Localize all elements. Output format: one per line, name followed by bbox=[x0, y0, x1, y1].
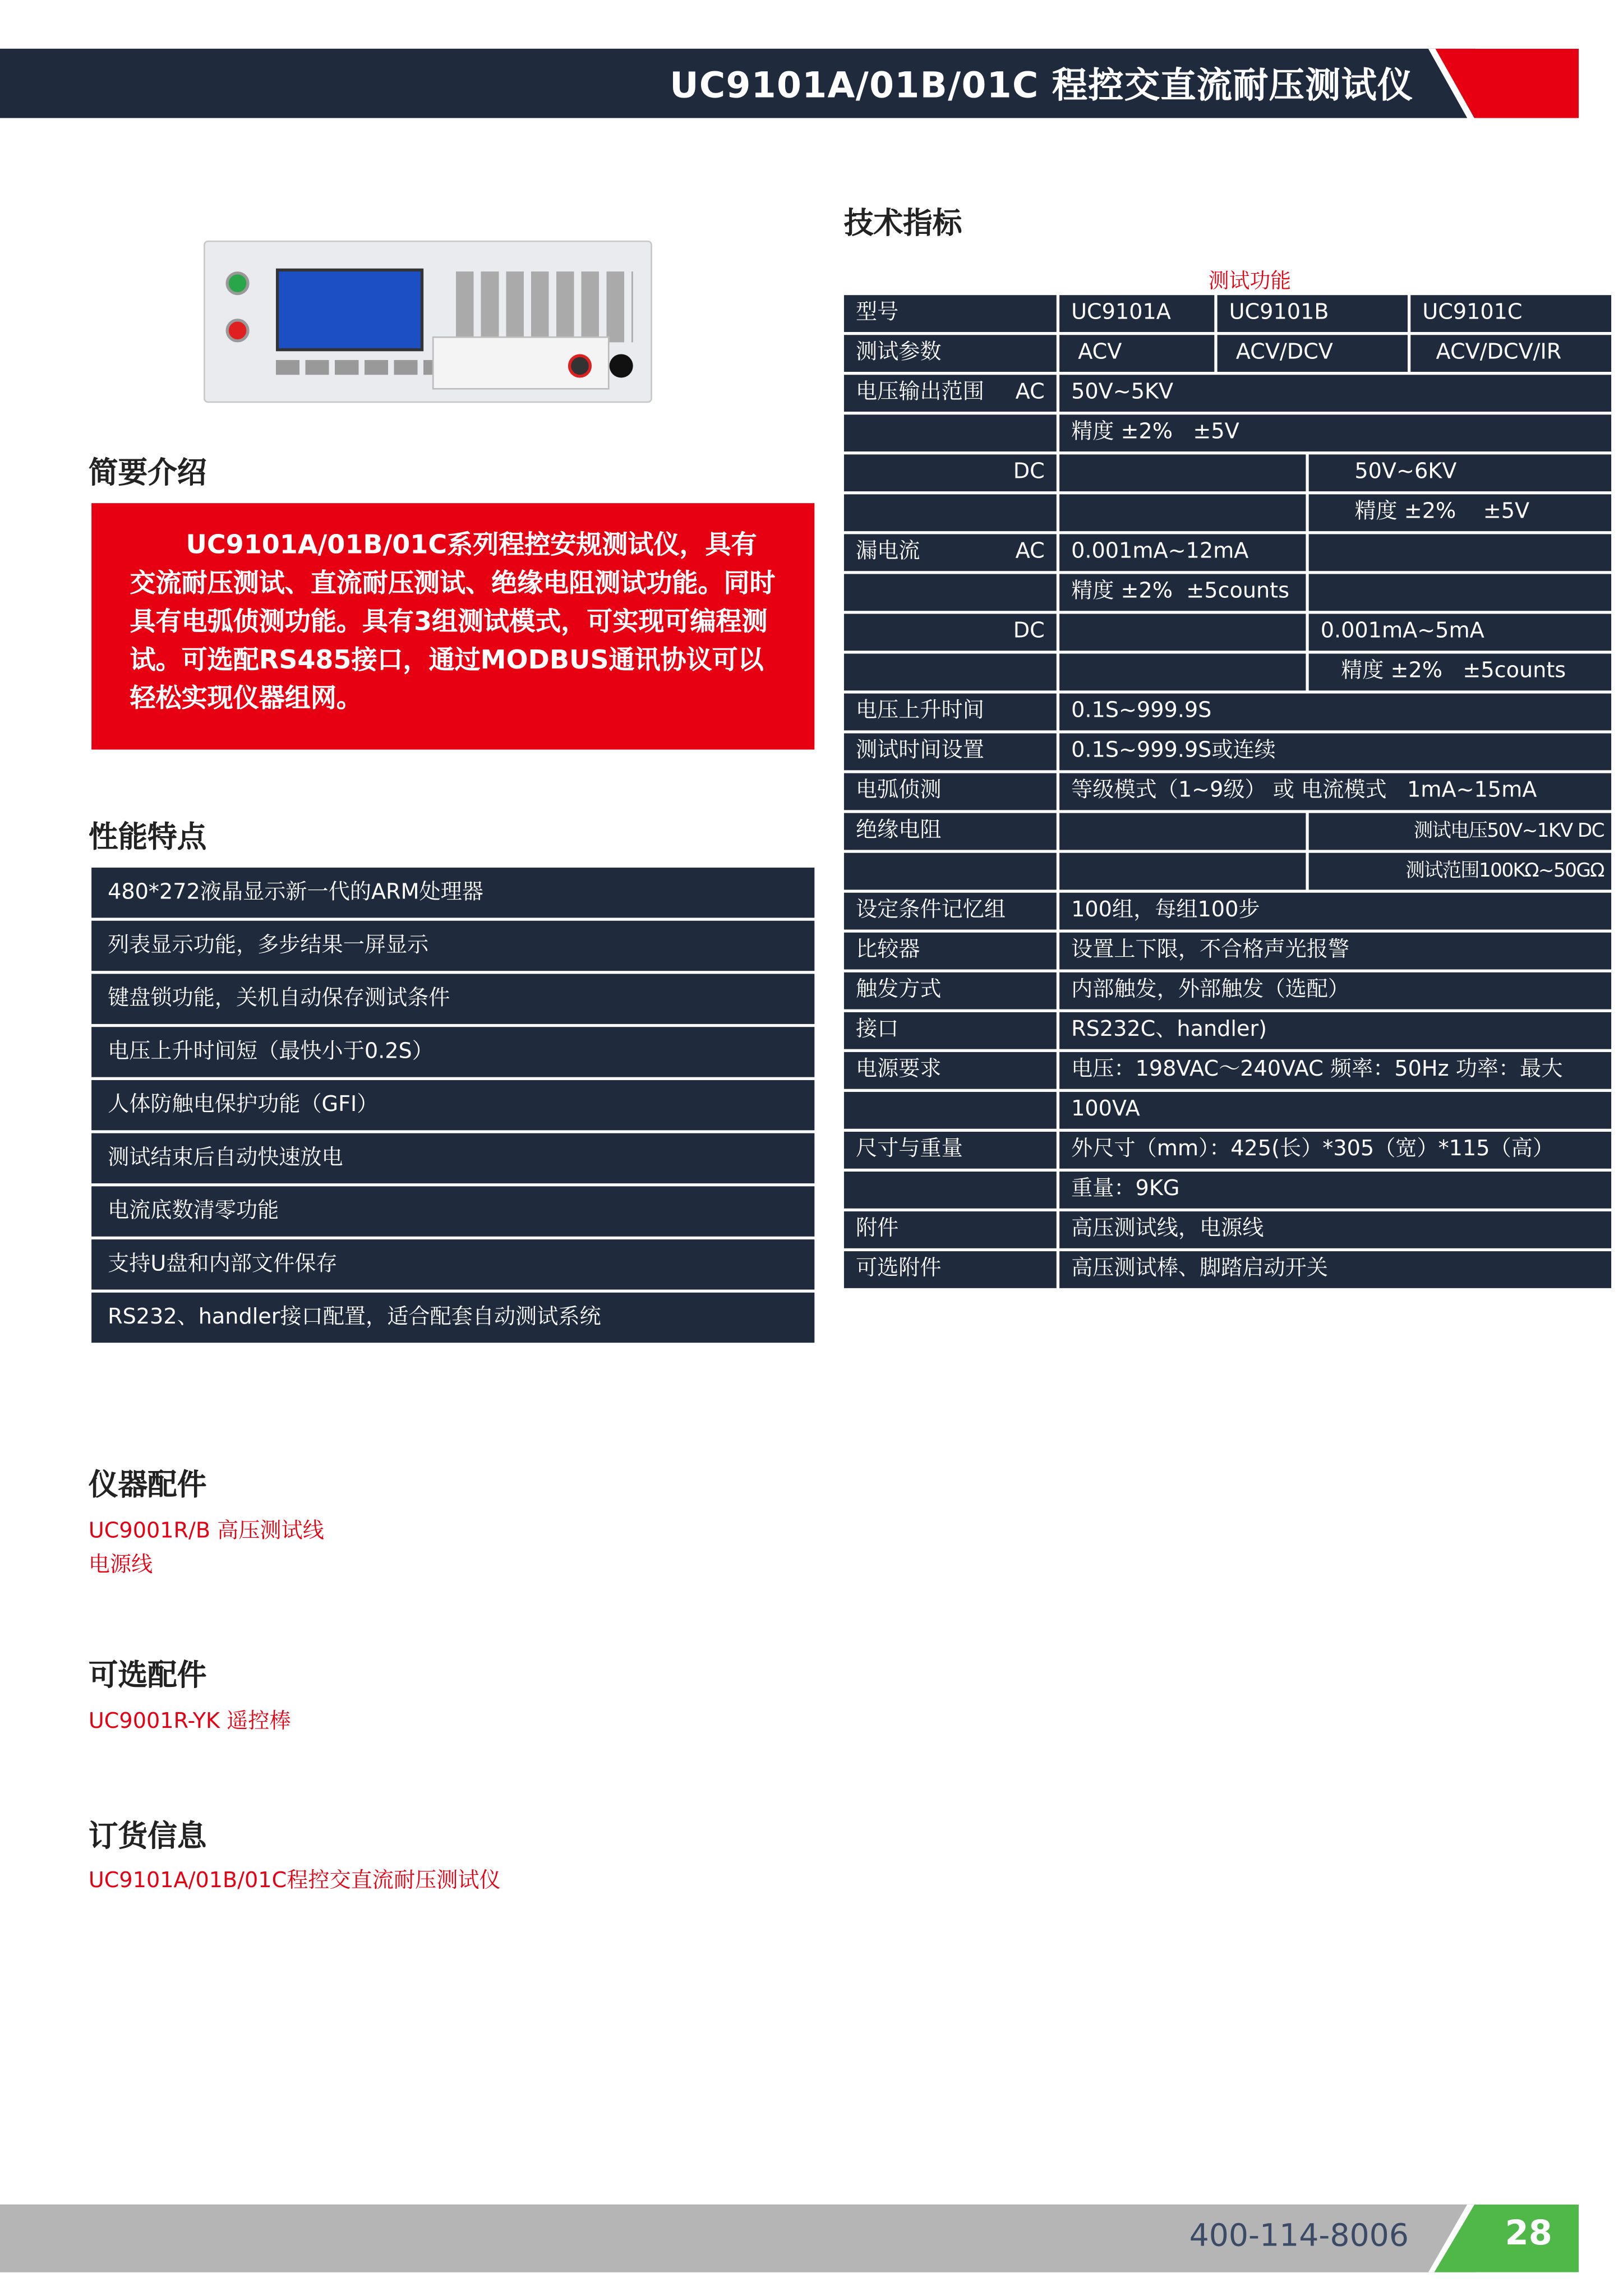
spec-row bbox=[844, 1132, 1611, 1169]
spec-label bbox=[844, 375, 1057, 412]
spec-label bbox=[844, 295, 1057, 332]
phone-number: 400-114-8006 bbox=[1189, 2217, 1409, 2253]
spec-value: 精度 ±2% ±5V bbox=[1059, 414, 1611, 451]
spec-value: 精度 ±2% ±5counts bbox=[1309, 654, 1611, 691]
spec-empty-cell bbox=[1309, 534, 1611, 571]
spec-value: 50V~6KV bbox=[1309, 454, 1611, 491]
spec-value: 100组，每组100步 bbox=[1059, 893, 1611, 930]
spec-label bbox=[844, 972, 1057, 1009]
spec-label-text: 电弧侦测 bbox=[855, 779, 942, 803]
spec-value: UC9101A bbox=[1059, 295, 1214, 332]
spec-value: 电压：198VAC～240VAC 频率：50Hz 功率：最大 bbox=[1059, 1052, 1611, 1089]
ordering-item: UC9101A/01B/01C程控交直流耐压测试仪 bbox=[88, 1869, 501, 1893]
spec-row bbox=[844, 694, 1611, 731]
spec-label bbox=[844, 454, 1057, 491]
spec-label-text: 尺寸与重量 bbox=[855, 1137, 963, 1161]
spec-row bbox=[844, 295, 1611, 332]
spec-row bbox=[844, 494, 1611, 531]
spec-row bbox=[844, 574, 1611, 611]
spec-row bbox=[844, 1092, 1611, 1129]
spec-label-text: 绝缘电阻 bbox=[855, 819, 942, 843]
spec-empty-cell bbox=[1059, 654, 1306, 691]
spec-label bbox=[844, 335, 1057, 372]
spec-value: 重量：9KG bbox=[1059, 1172, 1611, 1209]
spec-label-text: 漏电流 bbox=[855, 540, 920, 564]
spec-row bbox=[844, 335, 1611, 372]
feature-item: RS232、handler接口配置，适合配套自动测试系统 bbox=[91, 1293, 814, 1343]
spec-label bbox=[844, 1052, 1057, 1089]
spec-empty-cell bbox=[1059, 494, 1306, 531]
spec-label bbox=[844, 813, 1057, 850]
spec-label-text: 型号 bbox=[855, 301, 899, 325]
stop-button-icon bbox=[226, 319, 250, 342]
output-terminal-icon bbox=[568, 354, 592, 377]
spec-value: 50V~5KV bbox=[1059, 375, 1611, 412]
spec-label bbox=[844, 773, 1057, 810]
spec-row bbox=[844, 375, 1611, 412]
spec-label bbox=[844, 1172, 1057, 1209]
spec-label-text: 接口 bbox=[855, 1018, 899, 1042]
intro-box: UC9101A/01B/01C系列程控安规测试仪，具有交流耐压测试、直流耐压测试、绝缘电阻测试功能。同时具有电弧侦测功能。具有3组测试模式，可实现可编程测试。可选配RS485接口，通过MODBUS通讯协议可以轻松实现仪器组网。 bbox=[91, 503, 814, 749]
spec-value: 精度 ±2% ±5counts bbox=[1059, 574, 1306, 611]
spec-label bbox=[844, 1092, 1057, 1129]
spec-row bbox=[844, 1052, 1611, 1089]
spec-row bbox=[844, 414, 1611, 451]
start-button-icon bbox=[226, 271, 250, 295]
spec-label bbox=[844, 933, 1057, 970]
spec-value: ACV/DCV bbox=[1218, 335, 1408, 372]
spec-row bbox=[844, 773, 1611, 810]
page-title: UC9101A/01B/01C 程控交直流耐压测试仪 bbox=[670, 64, 1414, 107]
spec-value: 等级模式（1~9级） 或 电流模式 1mA~15mA bbox=[1059, 773, 1611, 810]
spec-empty-cell bbox=[1059, 853, 1306, 890]
keypad bbox=[456, 271, 633, 342]
spec-empty-cell bbox=[1059, 454, 1306, 491]
optional-heading: 可选配件 bbox=[88, 1657, 207, 1693]
spec-value: 内部触发，外部触发（选配） bbox=[1059, 972, 1611, 1009]
accessory-item: 电源线 bbox=[88, 1553, 153, 1578]
spec-label bbox=[844, 694, 1057, 731]
feature-item: 支持U盘和内部文件保存 bbox=[91, 1239, 814, 1289]
spec-row bbox=[844, 853, 1611, 890]
specs-heading: 技术指标 bbox=[843, 205, 962, 241]
feature-item: 电流底数清零功能 bbox=[91, 1186, 814, 1236]
spec-type-tag: DC bbox=[1013, 460, 1045, 484]
spec-empty-cell bbox=[1309, 574, 1611, 611]
spec-value: 设置上下限，不合格声光报警 bbox=[1059, 933, 1611, 970]
spec-value: 测试范围100KΩ~50GΩ bbox=[1309, 853, 1611, 890]
spec-label bbox=[844, 1211, 1057, 1248]
feature-item: 键盘锁功能，关机自动保存测试条件 bbox=[91, 974, 814, 1023]
feature-item: 列表显示功能，多步结果一屏显示 bbox=[91, 921, 814, 971]
spec-type-tag: AC bbox=[1015, 380, 1045, 404]
spec-value: 0.1S~999.9S或连续 bbox=[1059, 734, 1611, 771]
feature-item: 测试结束后自动快速放电 bbox=[91, 1133, 814, 1183]
spec-label-text: 附件 bbox=[855, 1217, 899, 1241]
spec-row bbox=[844, 1211, 1611, 1248]
spec-value: 0.001mA~12mA bbox=[1059, 534, 1306, 571]
spec-row bbox=[844, 813, 1611, 850]
accessory-item: UC9001R/B 高压测试线 bbox=[88, 1519, 324, 1544]
spec-label bbox=[844, 614, 1057, 651]
spec-value: ACV/DCV/IR bbox=[1410, 335, 1611, 372]
spec-label bbox=[844, 1012, 1057, 1049]
feature-item: 电压上升时间短（最快小于0.2S） bbox=[91, 1027, 814, 1077]
spec-value: 0.1S~999.9S bbox=[1059, 694, 1611, 731]
spec-value: 测试电压50V~1KV DC bbox=[1309, 813, 1611, 850]
spec-value: ACV bbox=[1059, 335, 1214, 372]
page-number: 28 bbox=[1505, 2215, 1552, 2253]
feature-item: 480*272液晶显示新一代的ARM处理器 bbox=[91, 868, 814, 918]
spec-label-text: 触发方式 bbox=[855, 978, 942, 1002]
spec-value: UC9101B bbox=[1218, 295, 1408, 332]
spec-value: 精度 ±2% ±5V bbox=[1309, 494, 1611, 531]
spec-row bbox=[844, 1012, 1611, 1049]
spec-label-text: 电压输出范围 bbox=[855, 380, 984, 404]
feature-item: 人体防触电保护功能（GFI） bbox=[91, 1080, 814, 1130]
spec-label bbox=[844, 734, 1057, 771]
optional-item: UC9001R-YK 遥控棒 bbox=[88, 1710, 291, 1734]
spec-value: 0.001mA~5mA bbox=[1309, 614, 1611, 651]
spec-label-text: 设定条件记忆组 bbox=[855, 898, 1006, 923]
spec-row bbox=[844, 972, 1611, 1009]
spec-value: 外尺寸（mm）：425(长）*305（宽）*115（高） bbox=[1059, 1132, 1611, 1169]
spec-label-text: 电压上升时间 bbox=[855, 699, 984, 723]
spec-row bbox=[844, 654, 1611, 691]
spec-type-tag: AC bbox=[1015, 540, 1045, 564]
spec-row bbox=[844, 933, 1611, 970]
features-heading: 性能特点 bbox=[88, 819, 207, 855]
spec-value: RS232C、handler) bbox=[1059, 1012, 1611, 1049]
spec-empty-cell bbox=[1059, 614, 1306, 651]
ordering-heading: 订货信息 bbox=[88, 1818, 207, 1854]
spec-row bbox=[844, 734, 1611, 771]
spec-label-text: 测试时间设置 bbox=[855, 739, 984, 763]
lcd-screen bbox=[276, 269, 423, 351]
accessories-heading: 仪器配件 bbox=[88, 1467, 207, 1502]
spec-label bbox=[844, 893, 1057, 930]
spec-label-text: 测试参数 bbox=[855, 340, 942, 365]
spec-row bbox=[844, 1172, 1611, 1209]
spec-label bbox=[844, 654, 1057, 691]
spec-label bbox=[844, 494, 1057, 531]
spec-label bbox=[844, 853, 1057, 890]
spec-row bbox=[844, 1251, 1611, 1288]
spec-label bbox=[844, 414, 1057, 451]
spec-label bbox=[844, 574, 1057, 611]
spec-row bbox=[844, 614, 1611, 651]
spec-value: UC9101C bbox=[1410, 295, 1611, 332]
spec-value: 高压测试线，电源线 bbox=[1059, 1211, 1611, 1248]
spec-label bbox=[844, 1132, 1057, 1169]
spec-empty-cell bbox=[1059, 813, 1306, 850]
spec-row bbox=[844, 893, 1611, 930]
spec-row bbox=[844, 454, 1611, 491]
spec-type-tag: DC bbox=[1013, 620, 1045, 644]
spec-label-text: 电源要求 bbox=[855, 1058, 942, 1082]
return-terminal-icon bbox=[610, 354, 633, 377]
spec-row bbox=[844, 534, 1611, 571]
spec-value: 高压测试棒、脚踏启动开关 bbox=[1059, 1251, 1611, 1288]
specs-caption: 测试功能 bbox=[1208, 270, 1292, 294]
spec-label-text: 比较器 bbox=[855, 938, 920, 962]
spec-value: 100VA bbox=[1059, 1092, 1611, 1129]
intro-heading: 简要介绍 bbox=[88, 454, 207, 490]
product-image bbox=[204, 241, 652, 403]
spec-label bbox=[844, 1251, 1057, 1288]
spec-label bbox=[844, 534, 1057, 571]
spec-label-text: 可选附件 bbox=[855, 1257, 942, 1281]
